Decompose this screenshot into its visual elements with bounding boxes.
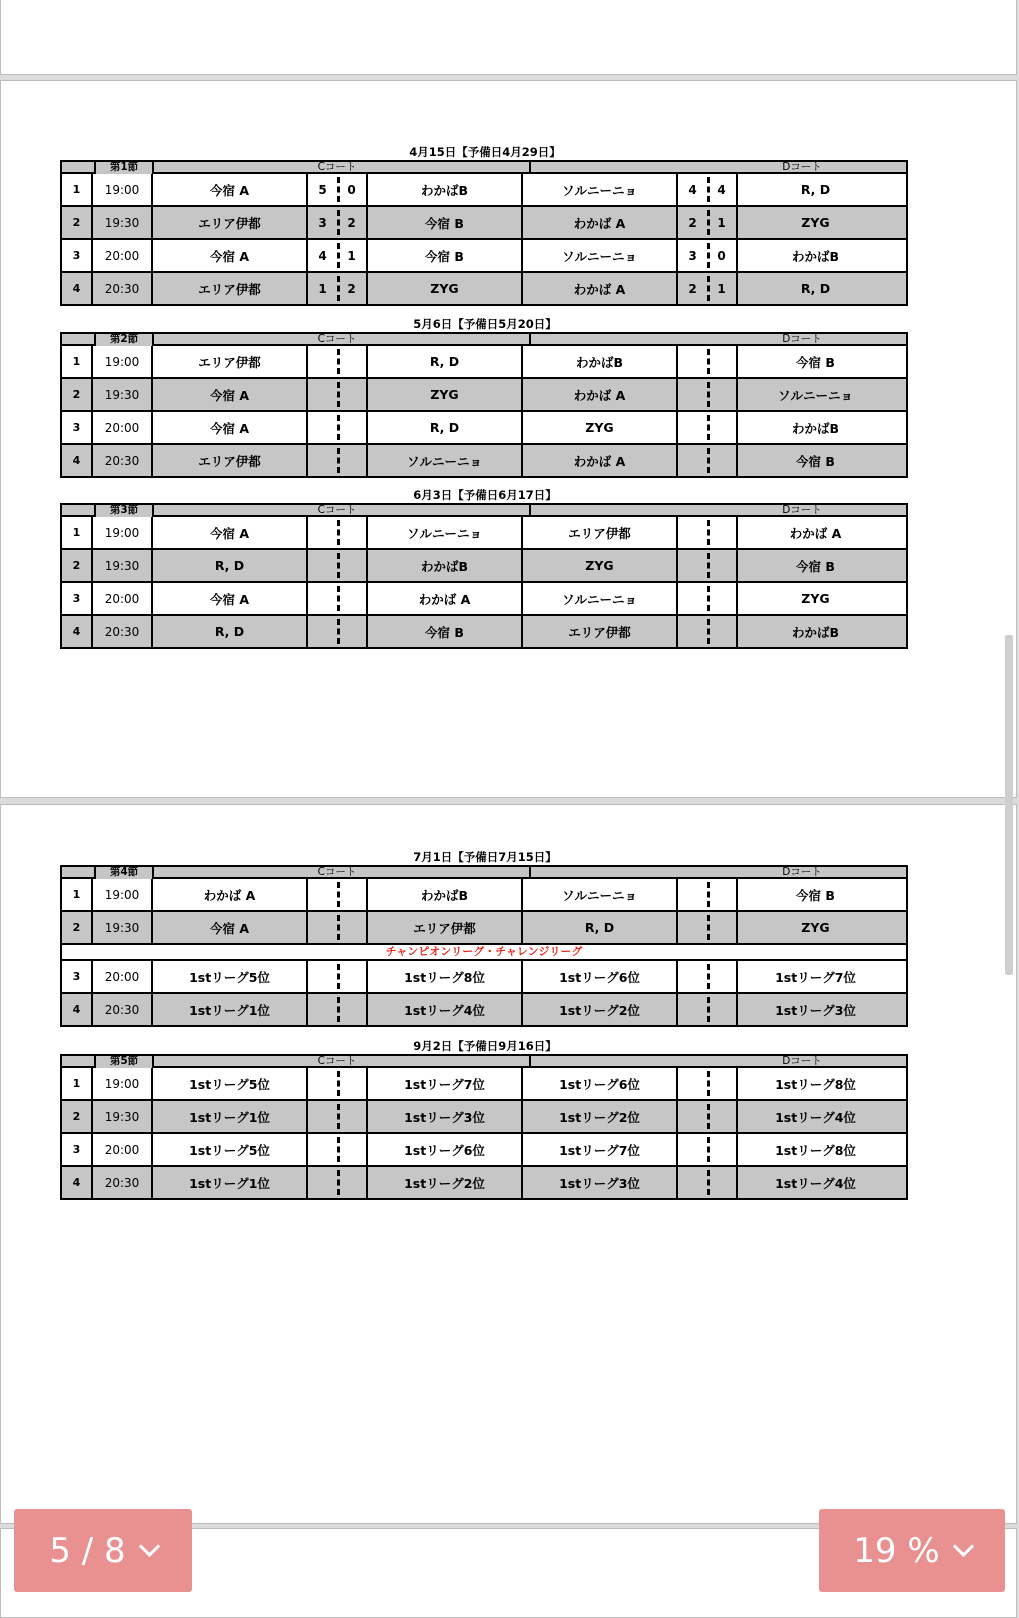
match-number: 1	[62, 346, 93, 377]
court-c-score	[308, 207, 368, 238]
match-number: 1	[62, 517, 93, 548]
court-c-home-team: 今宿 A	[153, 412, 308, 443]
court-c-home-team: R, D	[153, 616, 308, 647]
court-c-away-team: 1stリーグ6位	[368, 1134, 523, 1165]
court-c-away-team: 1stリーグ2位	[368, 1167, 523, 1198]
court-d-score	[678, 273, 738, 304]
score-divider	[707, 276, 710, 301]
match-time: 20:30	[93, 616, 153, 647]
score-divider	[337, 243, 340, 268]
divider	[529, 334, 531, 346]
match-number: 1	[62, 879, 93, 910]
court-d-home-team: ソルニーニョ	[523, 583, 678, 614]
court-c-home-team: 今宿 A	[153, 240, 308, 271]
court-d-home-team: 1stリーグ3位	[523, 1167, 678, 1198]
court-d-home-team: ソルニーニョ	[523, 879, 678, 910]
court-d-home-team: 1stリーグ6位	[523, 1068, 678, 1099]
score-divider	[707, 1137, 710, 1162]
match-number: 2	[62, 550, 93, 581]
score-divider	[707, 210, 710, 235]
match-time: 19:00	[93, 517, 153, 548]
table-header	[60, 1054, 908, 1068]
court-d-away-team: 今宿 B	[796, 354, 835, 370]
match-number: 4	[62, 445, 93, 476]
round-label: 第5節	[94, 1056, 154, 1068]
court-d-home-team: ソルニーニョ	[523, 174, 678, 205]
court-c-home-team: エリア伊都	[153, 346, 308, 377]
court-c-score	[308, 445, 368, 476]
court-d-home-team: 1stリーグ2位	[523, 994, 678, 1025]
court-d-home-team: わかば A	[523, 273, 678, 304]
match-number: 4	[62, 273, 93, 304]
table-row	[60, 412, 908, 445]
league-banner: チャンピオンリーグ・チャレンジリーグ	[60, 945, 908, 961]
match-time: 20:30	[93, 994, 153, 1025]
court-d-score	[678, 879, 738, 910]
court-c-label: Cコート	[317, 1055, 357, 1067]
match-time: 19:00	[93, 1068, 153, 1099]
round-label: 第3節	[94, 505, 154, 517]
score-divider	[707, 415, 710, 440]
court-c-away-team: 今宿 B	[368, 616, 523, 647]
match-number: 3	[62, 583, 93, 614]
score-divider	[337, 276, 340, 301]
score-home: 4	[688, 182, 697, 197]
court-c-home-team: エリア伊都	[153, 445, 308, 476]
match-time: 19:00	[93, 174, 153, 205]
court-d-away-team: 1stリーグ4位	[775, 1109, 856, 1125]
score-divider	[707, 586, 710, 611]
court-c-score	[308, 879, 368, 910]
court-d-away-team: わかばB	[791, 624, 840, 640]
table-row	[60, 346, 908, 379]
court-c-away-team: 1stリーグ7位	[368, 1068, 523, 1099]
score-divider	[707, 553, 710, 578]
table-row	[60, 912, 908, 945]
court-c-away-team: R, D	[368, 346, 523, 377]
match-number: 2	[62, 912, 93, 943]
court-c-score	[308, 517, 368, 548]
court-c-away-team: 1stリーグ3位	[368, 1101, 523, 1132]
score-divider	[707, 619, 710, 644]
zoom-label: 19 %	[853, 1530, 940, 1571]
court-d-away-team: 1stリーグ3位	[775, 1002, 856, 1018]
match-time: 19:30	[93, 1101, 153, 1132]
section-date-title: 7月1日【予備日7月15日】	[413, 850, 557, 864]
score-divider	[337, 1071, 340, 1096]
score-divider	[337, 619, 340, 644]
court-d-score	[678, 1101, 738, 1132]
match-time: 19:00	[93, 346, 153, 377]
match-time: 20:00	[93, 240, 153, 271]
table-row	[60, 1101, 908, 1134]
score-divider	[337, 520, 340, 545]
score-home: 4	[318, 248, 327, 263]
score-home: 3	[688, 248, 697, 263]
court-d-score	[678, 994, 738, 1025]
court-d-home-team: わかばB	[523, 346, 678, 377]
court-c-away-team: わかばB	[368, 174, 523, 205]
court-d-home-team: 1stリーグ2位	[523, 1101, 678, 1132]
table-row	[60, 240, 908, 273]
table-row	[60, 273, 908, 306]
match-number: 4	[62, 616, 93, 647]
court-d-away-team: わかばB	[791, 248, 840, 264]
court-d-away-team: 1stリーグ4位	[775, 1175, 856, 1191]
court-d-home-team: エリア伊都	[523, 517, 678, 548]
court-c-home-team: R, D	[153, 550, 308, 581]
court-d-away-team: 1stリーグ7位	[775, 969, 856, 985]
court-d-away-team: わかば A	[789, 525, 842, 541]
score-away: 2	[347, 281, 356, 296]
score-divider	[707, 964, 710, 989]
match-number: 3	[62, 412, 93, 443]
score-divider	[707, 997, 710, 1022]
score-home: 3	[318, 215, 327, 230]
table-row	[60, 207, 908, 240]
match-time: 19:00	[93, 879, 153, 910]
table-row	[60, 616, 908, 649]
score-divider	[337, 349, 340, 374]
score-divider	[337, 448, 340, 473]
table-row	[60, 379, 908, 412]
court-d-away-team: ZYG	[801, 920, 830, 935]
court-d-score	[678, 550, 738, 581]
score-away: 4	[717, 182, 726, 197]
court-c-away-team: 今宿 B	[368, 207, 523, 238]
court-c-score	[308, 912, 368, 943]
score-divider	[707, 915, 710, 940]
court-c-label: Cコート	[317, 333, 357, 345]
score-away: 0	[717, 248, 726, 263]
court-d-home-team: わかば A	[523, 207, 678, 238]
court-c-home-team: 今宿 A	[153, 912, 308, 943]
court-d-home-team: ソルニーニョ	[523, 240, 678, 271]
score-divider	[337, 964, 340, 989]
match-number: 1	[62, 174, 93, 205]
court-c-away-team: 今宿 B	[368, 240, 523, 271]
court-d-away-team: ZYG	[801, 591, 830, 606]
court-d-away-team: 今宿 B	[796, 558, 835, 574]
score-divider	[337, 382, 340, 407]
court-c-score	[308, 1101, 368, 1132]
court-c-away-team: ソルニーニョ	[368, 517, 523, 548]
court-c-away-team: わかば A	[368, 583, 523, 614]
court-c-home-team: 1stリーグ1位	[153, 1167, 308, 1198]
match-time: 20:30	[93, 273, 153, 304]
court-c-away-team: ZYG	[368, 379, 523, 410]
court-c-away-team: わかばB	[368, 550, 523, 581]
zoom-button[interactable]	[819, 1509, 1005, 1592]
court-d-score	[678, 445, 738, 476]
match-time: 19:30	[93, 912, 153, 943]
court-d-score	[678, 912, 738, 943]
match-time: 19:30	[93, 550, 153, 581]
court-d-score	[678, 583, 738, 614]
score-divider	[707, 177, 710, 202]
table-header	[60, 332, 908, 346]
match-time: 20:00	[93, 1134, 153, 1165]
court-d-score	[678, 207, 738, 238]
score-divider	[707, 882, 710, 907]
score-away: 0	[347, 182, 356, 197]
court-c-label: Cコート	[317, 866, 357, 878]
score-divider	[337, 915, 340, 940]
court-c-score	[308, 379, 368, 410]
court-d-score	[678, 1134, 738, 1165]
divider	[529, 1056, 531, 1068]
score-divider	[707, 382, 710, 407]
court-d-score	[678, 412, 738, 443]
court-c-home-team: エリア伊都	[153, 273, 308, 304]
table-row	[60, 445, 908, 478]
court-c-score	[308, 412, 368, 443]
score-divider	[337, 1170, 340, 1195]
court-c-away-team: R, D	[368, 412, 523, 443]
court-d-label: Dコート	[782, 161, 822, 173]
court-c-home-team: 今宿 A	[153, 174, 308, 205]
court-d-home-team: R, D	[523, 912, 678, 943]
scrollbar-thumb[interactable]	[1005, 635, 1013, 975]
score-divider	[707, 1071, 710, 1096]
match-time: 20:00	[93, 412, 153, 443]
pdf-page-4	[0, 0, 1017, 75]
court-d-score	[678, 1167, 738, 1198]
section-date-title: 4月15日【予備日4月29日】	[409, 145, 561, 159]
court-c-score	[308, 1134, 368, 1165]
court-c-home-team: エリア伊都	[153, 207, 308, 238]
table-row	[60, 961, 908, 994]
match-time: 19:30	[93, 379, 153, 410]
court-c-away-team: ソルニーニョ	[368, 445, 523, 476]
court-c-score	[308, 346, 368, 377]
score-divider	[337, 415, 340, 440]
table-row	[60, 994, 908, 1027]
table-row	[60, 1134, 908, 1167]
court-d-label: Dコート	[782, 504, 822, 516]
court-c-home-team: 1stリーグ1位	[153, 994, 308, 1025]
court-c-home-team: 今宿 A	[153, 517, 308, 548]
court-d-home-team: 1stリーグ7位	[523, 1134, 678, 1165]
score-divider	[707, 448, 710, 473]
court-d-score	[678, 174, 738, 205]
court-c-home-team: 今宿 A	[153, 379, 308, 410]
table-header	[60, 865, 908, 879]
court-c-away-team: ZYG	[368, 273, 523, 304]
match-number: 3	[62, 1134, 93, 1165]
match-time: 20:00	[93, 583, 153, 614]
score-home: 2	[688, 215, 697, 230]
court-c-home-team: 1stリーグ5位	[153, 961, 308, 992]
table-header	[60, 160, 908, 174]
table-row	[60, 517, 908, 550]
court-c-away-team: エリア伊都	[368, 912, 523, 943]
court-d-home-team: エリア伊都	[523, 616, 678, 647]
score-home: 2	[688, 281, 697, 296]
court-d-away-team: 今宿 B	[796, 887, 835, 903]
score-home: 5	[318, 182, 327, 197]
table-row	[60, 550, 908, 583]
court-c-home-team: 1stリーグ1位	[153, 1101, 308, 1132]
table-row	[60, 1068, 908, 1101]
round-label: 第1節	[94, 162, 154, 174]
court-d-home-team: ZYG	[523, 550, 678, 581]
score-divider	[337, 586, 340, 611]
score-divider	[337, 210, 340, 235]
court-d-score	[678, 1068, 738, 1099]
section-date-title: 6月3日【予備日6月17日】	[413, 488, 557, 502]
court-c-score	[308, 616, 368, 647]
court-d-label: Dコート	[782, 333, 822, 345]
match-time: 20:00	[93, 961, 153, 992]
court-d-score	[678, 961, 738, 992]
court-c-home-team: 1stリーグ5位	[153, 1068, 308, 1099]
court-d-away-team: R, D	[800, 281, 831, 296]
match-number: 3	[62, 961, 93, 992]
court-d-home-team: わかば A	[523, 379, 678, 410]
court-c-home-team: 1stリーグ5位	[153, 1134, 308, 1165]
court-d-score	[678, 240, 738, 271]
court-c-away-team: 1stリーグ8位	[368, 961, 523, 992]
court-c-score	[308, 550, 368, 581]
match-number: 4	[62, 1167, 93, 1198]
score-divider	[707, 520, 710, 545]
court-c-label: Cコート	[317, 161, 357, 173]
court-c-score	[308, 1167, 368, 1198]
court-d-away-team: ZYG	[801, 215, 830, 230]
table-row	[60, 174, 908, 207]
court-d-home-team: ZYG	[523, 412, 678, 443]
court-c-score	[308, 273, 368, 304]
court-c-score	[308, 961, 368, 992]
score-divider	[707, 349, 710, 374]
court-d-away-team: 1stリーグ8位	[775, 1076, 856, 1092]
court-c-score	[308, 174, 368, 205]
court-d-away-team: 1stリーグ8位	[775, 1142, 856, 1158]
court-c-home-team: わかば A	[153, 879, 308, 910]
court-c-score	[308, 994, 368, 1025]
court-d-away-team: ソルニーニョ	[777, 387, 853, 403]
match-number: 3	[62, 240, 93, 271]
match-time: 19:30	[93, 207, 153, 238]
match-number: 4	[62, 994, 93, 1025]
chevron-down-icon	[139, 1536, 160, 1557]
match-number: 1	[62, 1068, 93, 1099]
score-away: 1	[717, 215, 726, 230]
divider	[529, 505, 531, 517]
court-d-home-team: 1stリーグ6位	[523, 961, 678, 992]
section-date-title: 5月6日【予備日5月20日】	[413, 317, 557, 331]
court-c-away-team: わかばB	[368, 879, 523, 910]
court-d-home-team: わかば A	[523, 445, 678, 476]
court-c-score	[308, 240, 368, 271]
score-away: 2	[347, 215, 356, 230]
court-d-label: Dコート	[782, 866, 822, 878]
court-c-score	[308, 583, 368, 614]
court-d-label: Dコート	[782, 1055, 822, 1067]
chevron-down-icon	[953, 1536, 974, 1557]
score-divider	[337, 553, 340, 578]
court-c-score	[308, 1068, 368, 1099]
divider	[529, 867, 531, 879]
table-row	[60, 1167, 908, 1200]
court-d-score	[678, 616, 738, 647]
section-date-title: 9月2日【予備日9月16日】	[413, 1039, 557, 1053]
page-indicator-button[interactable]	[14, 1509, 192, 1592]
score-divider	[707, 1170, 710, 1195]
score-home: 1	[318, 281, 327, 296]
match-number: 2	[62, 207, 93, 238]
court-d-score	[678, 346, 738, 377]
court-d-score	[678, 517, 738, 548]
score-divider	[707, 243, 710, 268]
score-divider	[337, 1137, 340, 1162]
table-row	[60, 583, 908, 616]
match-number: 2	[62, 379, 93, 410]
court-c-home-team: 今宿 A	[153, 583, 308, 614]
match-time: 20:30	[93, 1167, 153, 1198]
score-divider	[337, 997, 340, 1022]
court-c-label: Cコート	[317, 504, 357, 516]
court-d-away-team: わかばB	[791, 420, 840, 436]
score-away: 1	[717, 281, 726, 296]
court-d-score	[678, 379, 738, 410]
match-time: 20:30	[93, 445, 153, 476]
page-indicator-label: 5 / 8	[49, 1530, 126, 1571]
round-label: 第2節	[94, 334, 154, 346]
court-d-away-team: R, D	[800, 182, 831, 197]
score-divider	[337, 177, 340, 202]
court-d-away-team: 今宿 B	[796, 453, 835, 469]
match-number: 2	[62, 1101, 93, 1132]
score-divider	[337, 1104, 340, 1129]
score-divider	[337, 882, 340, 907]
court-c-away-team: 1stリーグ4位	[368, 994, 523, 1025]
divider	[529, 162, 531, 174]
table-header	[60, 503, 908, 517]
round-label: 第4節	[94, 867, 154, 879]
table-row	[60, 879, 908, 912]
score-divider	[707, 1104, 710, 1129]
score-away: 1	[347, 248, 356, 263]
